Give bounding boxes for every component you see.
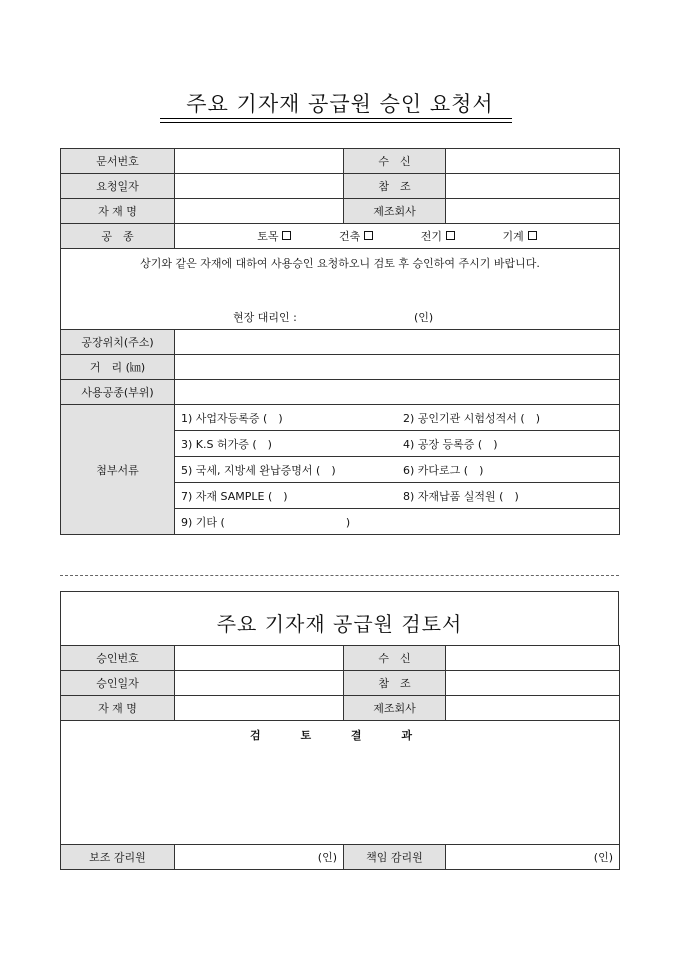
factory-location-field[interactable] [175, 330, 620, 355]
chief-supervisor-label: 책임 감리원 [344, 845, 446, 870]
attachments-label: 첨부서류 [61, 405, 175, 535]
approval-no-label: 승인번호 [61, 646, 175, 671]
review-result-label: 검 토 결 과 [250, 729, 430, 742]
review-maker-label: 제조회사 [344, 696, 446, 721]
attachment-item[interactable]: 2) 공인기관 시험성적서 ( ) [403, 411, 540, 425]
attachment-item[interactable]: 1) 사업자등록증 ( ) [181, 411, 283, 425]
review-reference-label: 참 조 [344, 671, 446, 696]
distance-label: 거 리 (㎞) [61, 355, 175, 380]
agent-seal: (인) [414, 311, 434, 324]
reference-label: 참 조 [344, 174, 446, 199]
work-type-elec[interactable]: 전기 [421, 228, 455, 244]
attachment-row [175, 457, 620, 483]
review-title: 주요 기자재 공급원 검토서 [216, 612, 463, 636]
agent-label: 현장 대리인 : [233, 311, 297, 324]
usage-label: 사용공종(부위) [61, 380, 175, 405]
cut-line [60, 575, 619, 576]
material-field[interactable] [175, 199, 344, 224]
request-date-label: 요청일자 [61, 174, 175, 199]
checkbox-icon[interactable] [364, 231, 373, 240]
material-label: 자 재 명 [61, 199, 175, 224]
review-material-field[interactable] [175, 696, 344, 721]
request-title: 주요 기자재 공급원 승인 요청서 [186, 92, 494, 116]
work-type-options [175, 224, 620, 249]
attachment-item[interactable]: 4) 공장 등록증 ( ) [403, 437, 498, 451]
review-title-box [60, 591, 619, 646]
usage-field[interactable] [175, 380, 620, 405]
work-type-arch[interactable]: 건축 [339, 228, 373, 244]
approval-no-field[interactable] [175, 646, 344, 671]
work-type-mech[interactable]: 기계 [503, 228, 537, 244]
statement-text: 상기와 같은 자재에 대하여 사용승인 요청하오니 검토 후 승인하여 주시기 바랍니다. [140, 257, 540, 270]
review-receiver-field[interactable] [446, 646, 620, 671]
checkbox-icon[interactable] [528, 231, 537, 240]
request-date-field[interactable] [175, 174, 344, 199]
doc-no-field[interactable] [175, 149, 344, 174]
attachment-item[interactable]: 5) 국세, 지방세 완납증명서 ( ) [181, 463, 336, 477]
request-form-table [60, 148, 620, 535]
attachment-item[interactable]: 8) 자재납품 실적원 ( ) [403, 489, 519, 503]
factory-location-label: 공장위치(주소) [61, 330, 175, 355]
assistant-supervisor-seal[interactable]: (인) [175, 845, 344, 870]
statement-block [61, 249, 620, 330]
review-result-area[interactable] [61, 721, 620, 845]
checkbox-icon[interactable] [446, 231, 455, 240]
review-maker-field[interactable] [446, 696, 620, 721]
chief-supervisor-seal[interactable]: (인) [446, 845, 620, 870]
attachment-row [175, 431, 620, 457]
review-receiver-label: 수 신 [344, 646, 446, 671]
reference-field[interactable] [446, 174, 620, 199]
maker-label: 제조회사 [344, 199, 446, 224]
attachment-item[interactable]: 9) 기타 ( ) [181, 515, 351, 529]
approval-date-label: 승인일자 [61, 671, 175, 696]
assistant-supervisor-label: 보조 감리원 [61, 845, 175, 870]
attachment-item[interactable]: 6) 카다로그 ( ) [403, 463, 484, 477]
work-type-label: 공 종 [61, 224, 175, 249]
attachment-row [175, 483, 620, 509]
attachment-item[interactable]: 7) 자재 SAMPLE ( ) [181, 489, 288, 503]
review-reference-field[interactable] [446, 671, 620, 696]
review-form-table [60, 645, 620, 870]
title-double-underline [160, 118, 512, 123]
receiver-field[interactable] [446, 149, 620, 174]
doc-no-label: 문서번호 [61, 149, 175, 174]
work-type-civil[interactable]: 토목 [257, 228, 291, 244]
distance-field[interactable] [175, 355, 620, 380]
attachment-item[interactable]: 3) K.S 허가증 ( ) [181, 437, 272, 451]
checkbox-icon[interactable] [282, 231, 291, 240]
attachment-row [175, 405, 620, 431]
review-material-label: 자 재 명 [61, 696, 175, 721]
approval-date-field[interactable] [175, 671, 344, 696]
maker-field[interactable] [446, 199, 620, 224]
attachment-row [175, 509, 620, 535]
receiver-label: 수 신 [344, 149, 446, 174]
